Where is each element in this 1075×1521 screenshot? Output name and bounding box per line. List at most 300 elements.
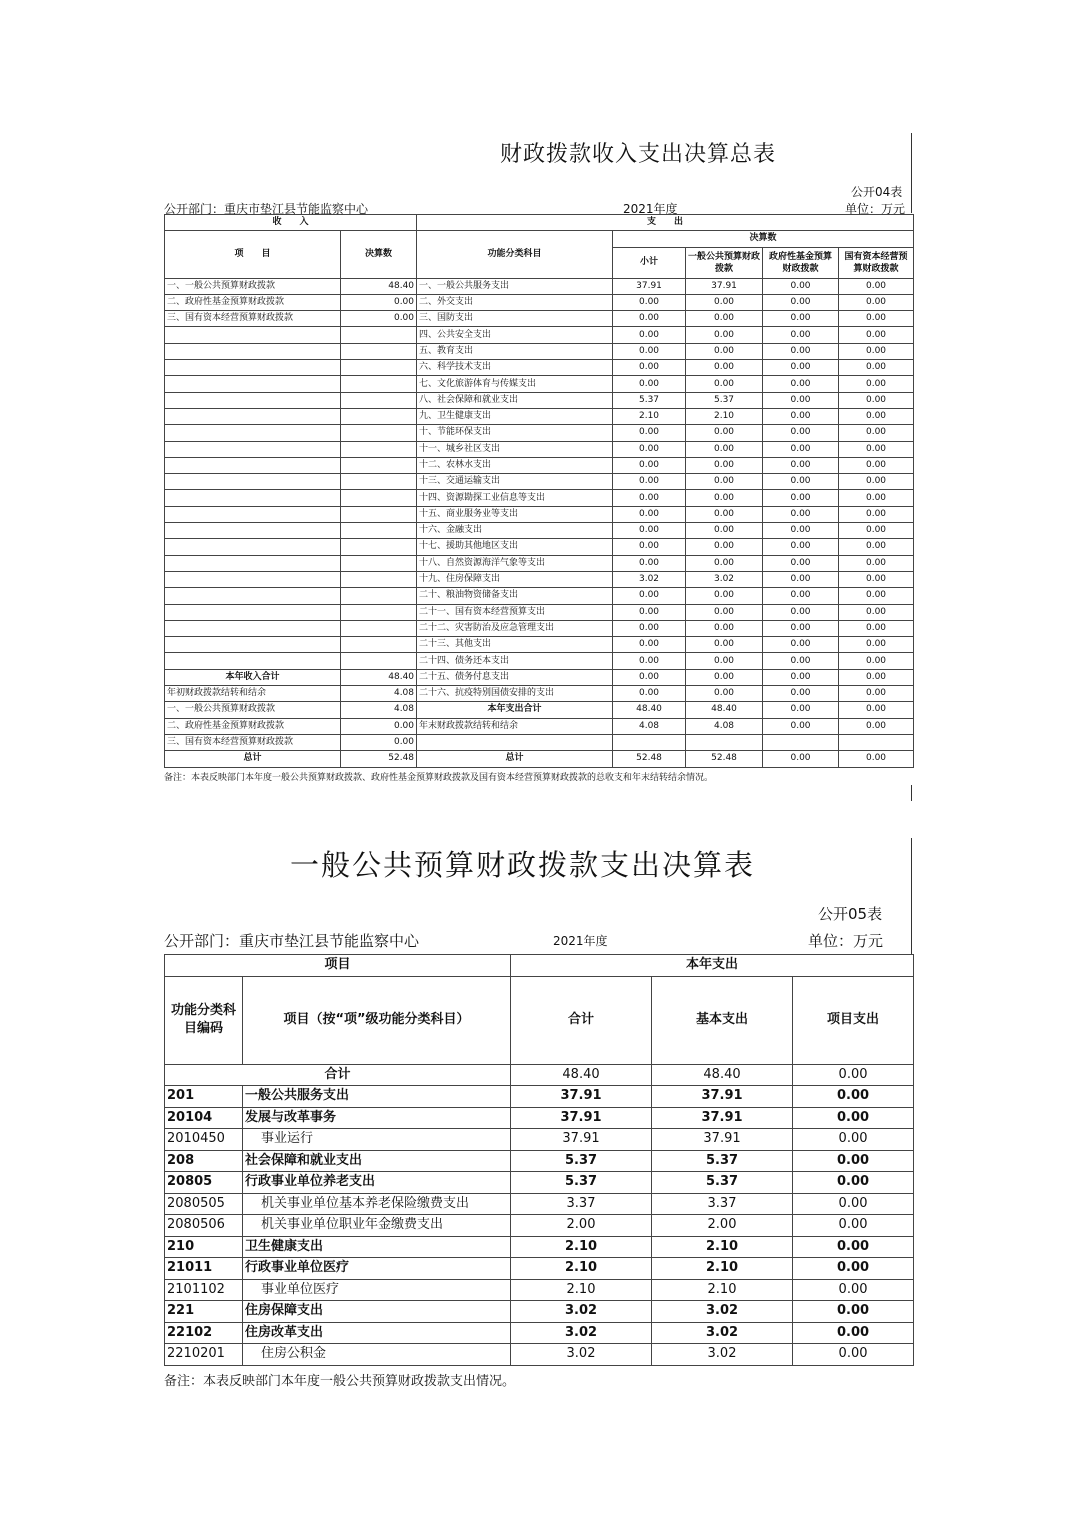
- total-value: 2.10: [511, 1258, 652, 1280]
- income-amount: [341, 360, 417, 376]
- page-edge-line: [911, 133, 912, 213]
- gen-budget-value: 0.00: [686, 653, 763, 669]
- project-value: 0.00: [793, 1279, 914, 1301]
- gen-budget-value: 0.00: [686, 555, 763, 571]
- subtotal-value: 0.00: [613, 637, 686, 653]
- state-capital-value: 0.00: [839, 702, 914, 718]
- state-capital-value: [839, 734, 914, 750]
- subtotal-value: 0.00: [613, 490, 686, 506]
- item-header: 项 目: [165, 231, 341, 278]
- subtotal-value: [613, 734, 686, 750]
- gov-fund-value: 0.00: [763, 490, 839, 506]
- subtotal-value: 0.00: [613, 604, 686, 620]
- table-row: [165, 702, 914, 718]
- expense-item: 十七、援助其他地区支出: [417, 539, 613, 555]
- total-label: 合计: [165, 1064, 511, 1086]
- gen-budget-value: 0.00: [686, 490, 763, 506]
- basic-value: 2.10: [652, 1279, 793, 1301]
- table-row: [165, 1258, 914, 1280]
- income-amount: [341, 653, 417, 669]
- basic-value: 3.37: [652, 1193, 793, 1215]
- income-item: 一、一般公共预算财政拨款: [165, 702, 341, 718]
- expense-item: 一、一般公共服务支出: [417, 278, 613, 294]
- total-value: 5.37: [511, 1172, 652, 1194]
- state-capital-value: 0.00: [839, 360, 914, 376]
- subtotal-value: 37.91: [613, 278, 686, 294]
- income-item: 三、国有资本经营预算财政拨款: [165, 311, 341, 327]
- gov-fund-value: 0.00: [763, 294, 839, 310]
- state-capital-value: 0.00: [839, 555, 914, 571]
- income-header: 收 入: [165, 215, 417, 231]
- func-name: 住房保障支出: [243, 1301, 511, 1323]
- income-item: [165, 637, 341, 653]
- income-item: [165, 571, 341, 587]
- state-capital-value: 0.00: [839, 588, 914, 604]
- income-amount: 0.00: [341, 734, 417, 750]
- table-row: [165, 457, 914, 473]
- table-row: [165, 1344, 914, 1366]
- income-amount: [341, 408, 417, 424]
- income-amount: [341, 523, 417, 539]
- gov-fund-value: [763, 734, 839, 750]
- project-value: 0.00: [793, 1258, 914, 1280]
- table1-title: 财政拨款收入支出决算总表: [500, 142, 777, 167]
- gov-fund-value: 0.00: [763, 441, 839, 457]
- gov-fund-value: 0.00: [763, 457, 839, 473]
- income-amount: 4.08: [341, 686, 417, 702]
- basic-value: 5.37: [652, 1150, 793, 1172]
- func-code: 208: [165, 1150, 243, 1172]
- table-row: [165, 425, 914, 441]
- expense-item: 十九、住房保障支出: [417, 571, 613, 587]
- state-capital-value: 0.00: [839, 311, 914, 327]
- project-value: 0.00: [793, 1086, 914, 1108]
- table-row: [165, 669, 914, 685]
- subtotal-value: 0.00: [613, 360, 686, 376]
- expense-item: 六、科学技术支出: [417, 360, 613, 376]
- total-value: 2.00: [511, 1215, 652, 1237]
- gov-fund-value: 0.00: [763, 506, 839, 522]
- subtotal-value: 0.00: [613, 653, 686, 669]
- income-item: [165, 376, 341, 392]
- income-amount: [341, 327, 417, 343]
- state-capital-value: 0.00: [839, 327, 914, 343]
- total-value: 2.10: [511, 1279, 652, 1301]
- table-row: [165, 1322, 914, 1344]
- table-row: [165, 1301, 914, 1323]
- total-value: 3.37: [511, 1193, 652, 1215]
- table-row: [165, 637, 914, 653]
- state-capital-value: 0.00: [839, 637, 914, 653]
- table2-year: 2021年度: [553, 934, 608, 948]
- expense-item: 三、国防支出: [417, 311, 613, 327]
- expense-item: 二十一、国有资本经营预算支出: [417, 604, 613, 620]
- table-row: [165, 490, 914, 506]
- total-value: 37.91: [511, 1107, 652, 1129]
- func-name: 行政事业单位养老支出: [243, 1172, 511, 1194]
- subtotal-value: 0.00: [613, 441, 686, 457]
- project-value: 0.00: [793, 1129, 914, 1151]
- func-name: 卫生健康支出: [243, 1236, 511, 1258]
- expense-item: [417, 734, 613, 750]
- project-header: 项目支出: [793, 976, 914, 1064]
- func-name: 住房公积金: [243, 1344, 511, 1366]
- gov-fund-value: 0.00: [763, 278, 839, 294]
- table-row: [165, 1215, 914, 1237]
- subtotal-value: 0.00: [613, 311, 686, 327]
- income-amount: 0.00: [341, 311, 417, 327]
- basic-value: 2.10: [652, 1258, 793, 1280]
- subtotal-value: 0.00: [613, 425, 686, 441]
- func-name: 一般公共服务支出: [243, 1086, 511, 1108]
- gov-fund-value: 0.00: [763, 718, 839, 734]
- basic-value: 37.91: [652, 1129, 793, 1151]
- table-row: [165, 278, 914, 294]
- expense-header: 支 出: [417, 215, 914, 231]
- gov-fund-value: 0.00: [763, 555, 839, 571]
- gov-fund-value: 0.00: [763, 751, 839, 767]
- gen-budget-value: 0.00: [686, 506, 763, 522]
- state-capital-value: 0.00: [839, 506, 914, 522]
- page-edge-line: [911, 838, 912, 954]
- gen-budget-value: 0.00: [686, 343, 763, 359]
- total-value: 5.37: [511, 1150, 652, 1172]
- func-name: 住房改革支出: [243, 1322, 511, 1344]
- project-value: 0.00: [793, 1193, 914, 1215]
- expense-item: 七、文化旅游体育与传媒支出: [417, 376, 613, 392]
- total-project: 0.00: [793, 1064, 914, 1086]
- expense-item: 十六、金融支出: [417, 523, 613, 539]
- expense-item: 十三、交通运输支出: [417, 474, 613, 490]
- gov-fund-value: 0.00: [763, 327, 839, 343]
- func-name: 社会保障和就业支出: [243, 1150, 511, 1172]
- state-capital-value: 0.00: [839, 523, 914, 539]
- basic-value: 3.02: [652, 1322, 793, 1344]
- basic-header: 基本支出: [652, 976, 793, 1064]
- income-amount: [341, 637, 417, 653]
- expense-item: 十一、城乡社区支出: [417, 441, 613, 457]
- subtotal-value: 0.00: [613, 686, 686, 702]
- income-amount: [341, 539, 417, 555]
- income-item: 二、政府性基金预算财政拨款: [165, 294, 341, 310]
- fiscal-summary-table: [164, 214, 914, 768]
- item-header: 项目: [165, 955, 511, 977]
- table2-note: 备注：本表反映部门本年度一般公共预算财政拨款支出情况。: [164, 1374, 516, 1389]
- table2-code: 公开05表: [818, 905, 883, 923]
- gov-fund-value: 0.00: [763, 474, 839, 490]
- income-item: [165, 653, 341, 669]
- income-amount: [341, 571, 417, 587]
- subtotal-value: 0.00: [613, 620, 686, 636]
- state-capital-value: 0.00: [839, 278, 914, 294]
- income-item: 总计: [165, 751, 341, 767]
- gov-fund-value: 0.00: [763, 604, 839, 620]
- state-capital-value: 0.00: [839, 718, 914, 734]
- func-code: 21011: [165, 1258, 243, 1280]
- income-amount: 48.40: [341, 278, 417, 294]
- table-row: [165, 376, 914, 392]
- basic-value: 2.10: [652, 1236, 793, 1258]
- subtotal-value: 52.48: [613, 751, 686, 767]
- state-capital-value: 0.00: [839, 408, 914, 424]
- total-basic: 48.40: [652, 1064, 793, 1086]
- project-value: 0.00: [793, 1150, 914, 1172]
- table1-dept: 公开部门：重庆市垫江县节能监察中心: [164, 202, 369, 216]
- subtotal-value: 0.00: [613, 669, 686, 685]
- income-amount: 0.00: [341, 294, 417, 310]
- table-row: [165, 1150, 914, 1172]
- table-row: [165, 523, 914, 539]
- func-code: 210: [165, 1236, 243, 1258]
- total-header: 合计: [511, 976, 652, 1064]
- income-amount: [341, 604, 417, 620]
- state-capital-value: 0.00: [839, 425, 914, 441]
- table-row: [165, 539, 914, 555]
- gen-budget-value: 0.00: [686, 637, 763, 653]
- income-item: 一、一般公共预算财政拨款: [165, 278, 341, 294]
- expense-item: 二十、粮油物资储备支出: [417, 588, 613, 604]
- income-item: [165, 474, 341, 490]
- income-amount: [341, 425, 417, 441]
- income-item: [165, 490, 341, 506]
- income-item: [165, 343, 341, 359]
- subtotal-value: 4.08: [613, 718, 686, 734]
- gen-budget-value: 0.00: [686, 474, 763, 490]
- gen-budget-value: 0.00: [686, 588, 763, 604]
- state-capital-value: 0.00: [839, 653, 914, 669]
- state-capital-value: 0.00: [839, 669, 914, 685]
- total-value: 3.02: [511, 1344, 652, 1366]
- table-row: [165, 653, 914, 669]
- income-amount: [341, 506, 417, 522]
- income-amount: [341, 620, 417, 636]
- table1-unit: 单位：万元: [845, 202, 906, 216]
- subtotal-value: 0.00: [613, 506, 686, 522]
- table-row: [165, 408, 914, 424]
- amount-header: 决算数: [341, 231, 417, 278]
- subtotal-header: 小计: [613, 247, 686, 278]
- table1-year: 2021年度: [623, 202, 678, 216]
- state-capital-value: 0.00: [839, 539, 914, 555]
- income-amount: [341, 392, 417, 408]
- expense-item: 二十二、灾害防治及应急管理支出: [417, 620, 613, 636]
- gen-budget-value: 4.08: [686, 718, 763, 734]
- func-code: 20104: [165, 1107, 243, 1129]
- expense-item: 十二、农林水支出: [417, 457, 613, 473]
- basic-value: 37.91: [652, 1107, 793, 1129]
- gen-budget-value: [686, 734, 763, 750]
- func-name: 发展与改革事务: [243, 1107, 511, 1129]
- basic-value: 5.37: [652, 1172, 793, 1194]
- name-header: 项目（按“项”级功能分类科目）: [243, 976, 511, 1064]
- project-value: 0.00: [793, 1301, 914, 1323]
- gen-budget-value: 0.00: [686, 604, 763, 620]
- gen-budget-value: 0.00: [686, 311, 763, 327]
- project-value: 0.00: [793, 1172, 914, 1194]
- state-capital-value: 0.00: [839, 392, 914, 408]
- expense-item: 二十五、债务付息支出: [417, 669, 613, 685]
- basic-value: 3.02: [652, 1344, 793, 1366]
- gen-budget-header: 一般公共预算财政拨款: [686, 247, 763, 278]
- func-code: 221: [165, 1301, 243, 1323]
- project-value: 0.00: [793, 1344, 914, 1366]
- gen-budget-value: 0.00: [686, 669, 763, 685]
- state-capital-value: 0.00: [839, 474, 914, 490]
- table-row: [165, 1279, 914, 1301]
- state-capital-value: 0.00: [839, 457, 914, 473]
- gov-fund-value: 0.00: [763, 392, 839, 408]
- func-name: 事业单位医疗: [243, 1279, 511, 1301]
- gen-budget-value: 0.00: [686, 294, 763, 310]
- total-value: 2.10: [511, 1236, 652, 1258]
- gen-budget-value: 0.00: [686, 523, 763, 539]
- project-value: 0.00: [793, 1107, 914, 1129]
- gov-fund-value: 0.00: [763, 523, 839, 539]
- gov-fund-value: 0.00: [763, 669, 839, 685]
- income-amount: 52.48: [341, 751, 417, 767]
- gov-fund-value: 0.00: [763, 311, 839, 327]
- subtotal-value: 0.00: [613, 588, 686, 604]
- subtotal-value: 0.00: [613, 294, 686, 310]
- gen-budget-value: 0.00: [686, 360, 763, 376]
- income-item: [165, 327, 341, 343]
- basic-value: 3.02: [652, 1301, 793, 1323]
- gov-fund-value: 0.00: [763, 376, 839, 392]
- state-capital-value: 0.00: [839, 571, 914, 587]
- table-row: [165, 718, 914, 734]
- table-row: [165, 474, 914, 490]
- table-row: [165, 311, 914, 327]
- func-code: 2010450: [165, 1129, 243, 1151]
- state-capital-value: 0.00: [839, 441, 914, 457]
- gen-budget-value: 2.10: [686, 408, 763, 424]
- subtotal-value: 2.10: [613, 408, 686, 424]
- total-value: 3.02: [511, 1301, 652, 1323]
- table-row: [165, 751, 914, 767]
- income-item: [165, 457, 341, 473]
- page-edge-line: [911, 785, 912, 801]
- func-name: 机关事业单位基本养老保险缴费支出: [243, 1193, 511, 1215]
- subtotal-value: 0.00: [613, 539, 686, 555]
- project-value: 0.00: [793, 1322, 914, 1344]
- table2-title: 一般公共预算财政拨款支出决算表: [290, 848, 756, 882]
- table-row: [165, 1086, 914, 1108]
- income-item: [165, 604, 341, 620]
- gov-fund-value: 0.00: [763, 637, 839, 653]
- state-capital-value: 0.00: [839, 751, 914, 767]
- gov-fund-value: 0.00: [763, 343, 839, 359]
- income-amount: [341, 588, 417, 604]
- income-amount: [341, 343, 417, 359]
- income-amount: 48.40: [341, 669, 417, 685]
- func-code: 20805: [165, 1172, 243, 1194]
- expense-item: 二十四、债务还本支出: [417, 653, 613, 669]
- state-capital-value: 0.00: [839, 343, 914, 359]
- expense-item: 八、社会保障和就业支出: [417, 392, 613, 408]
- subtotal-value: 48.40: [613, 702, 686, 718]
- expense-item: 十五、商业服务业等支出: [417, 506, 613, 522]
- basic-value: 2.00: [652, 1215, 793, 1237]
- gen-budget-value: 0.00: [686, 327, 763, 343]
- table-row: [165, 620, 914, 636]
- table2-unit: 单位：万元: [808, 932, 884, 950]
- gov-fund-value: 0.00: [763, 425, 839, 441]
- income-item: [165, 360, 341, 376]
- expense-item: 九、卫生健康支出: [417, 408, 613, 424]
- gen-budget-value: 0.00: [686, 376, 763, 392]
- table-row: [165, 588, 914, 604]
- table-row: [165, 294, 914, 310]
- year-expense-header: 本年支出: [511, 955, 914, 977]
- state-capital-value: 0.00: [839, 620, 914, 636]
- income-item: [165, 555, 341, 571]
- table-row: [165, 343, 914, 359]
- income-item: [165, 588, 341, 604]
- func-code: 22102: [165, 1322, 243, 1344]
- income-amount: [341, 376, 417, 392]
- income-amount: 4.08: [341, 702, 417, 718]
- func-code: 2080506: [165, 1215, 243, 1237]
- gen-budget-value: 52.48: [686, 751, 763, 767]
- gov-fund-value: 0.00: [763, 620, 839, 636]
- table-row: [165, 686, 914, 702]
- expense-item: 五、教育支出: [417, 343, 613, 359]
- state-capital-header: 国有资本经营预算财政拨款: [839, 247, 914, 278]
- total-value: 48.40: [511, 1064, 652, 1086]
- gov-fund-value: 0.00: [763, 408, 839, 424]
- expense-item: 十、节能环保支出: [417, 425, 613, 441]
- table1-code: 公开04表: [851, 185, 903, 199]
- expense-item: 年末财政拨款结转和结余: [417, 718, 613, 734]
- total-value: 37.91: [511, 1129, 652, 1151]
- table-row: [165, 1107, 914, 1129]
- income-amount: [341, 555, 417, 571]
- func-header: 功能分类科目: [417, 231, 613, 278]
- income-item: 年初财政拨款结转和结余: [165, 686, 341, 702]
- table-row: [165, 604, 914, 620]
- income-item: [165, 620, 341, 636]
- gen-budget-value: 0.00: [686, 686, 763, 702]
- subtotal-value: 0.00: [613, 376, 686, 392]
- table-row: [165, 1236, 914, 1258]
- income-item: 三、国有资本经营预算财政拨款: [165, 734, 341, 750]
- gov-fund-value: 0.00: [763, 686, 839, 702]
- project-value: 0.00: [793, 1236, 914, 1258]
- income-item: [165, 441, 341, 457]
- expense-item: 十八、自然资源海洋气象等支出: [417, 555, 613, 571]
- income-item: [165, 425, 341, 441]
- expense-item: 十四、资源勘探工业信息等支出: [417, 490, 613, 506]
- expense-item: 总计: [417, 751, 613, 767]
- state-capital-value: 0.00: [839, 294, 914, 310]
- expense-item: 二、外交支出: [417, 294, 613, 310]
- func-code: 2210201: [165, 1344, 243, 1366]
- func-code: 2080505: [165, 1193, 243, 1215]
- gov-fund-value: 0.00: [763, 360, 839, 376]
- func-code: 2101102: [165, 1279, 243, 1301]
- table-row: [165, 1172, 914, 1194]
- subtotal-value: 0.00: [613, 327, 686, 343]
- total-row: [165, 1064, 914, 1086]
- gen-budget-value: 37.91: [686, 278, 763, 294]
- gov-fund-header: 政府性基金预算财政拨款: [763, 247, 839, 278]
- func-name: 机关事业单位职业年金缴费支出: [243, 1215, 511, 1237]
- final-header: 决算数: [613, 231, 914, 247]
- income-item: [165, 506, 341, 522]
- table-row: [165, 392, 914, 408]
- project-value: 0.00: [793, 1215, 914, 1237]
- table2-dept: 公开部门：重庆市垫江县节能监察中心: [164, 932, 420, 950]
